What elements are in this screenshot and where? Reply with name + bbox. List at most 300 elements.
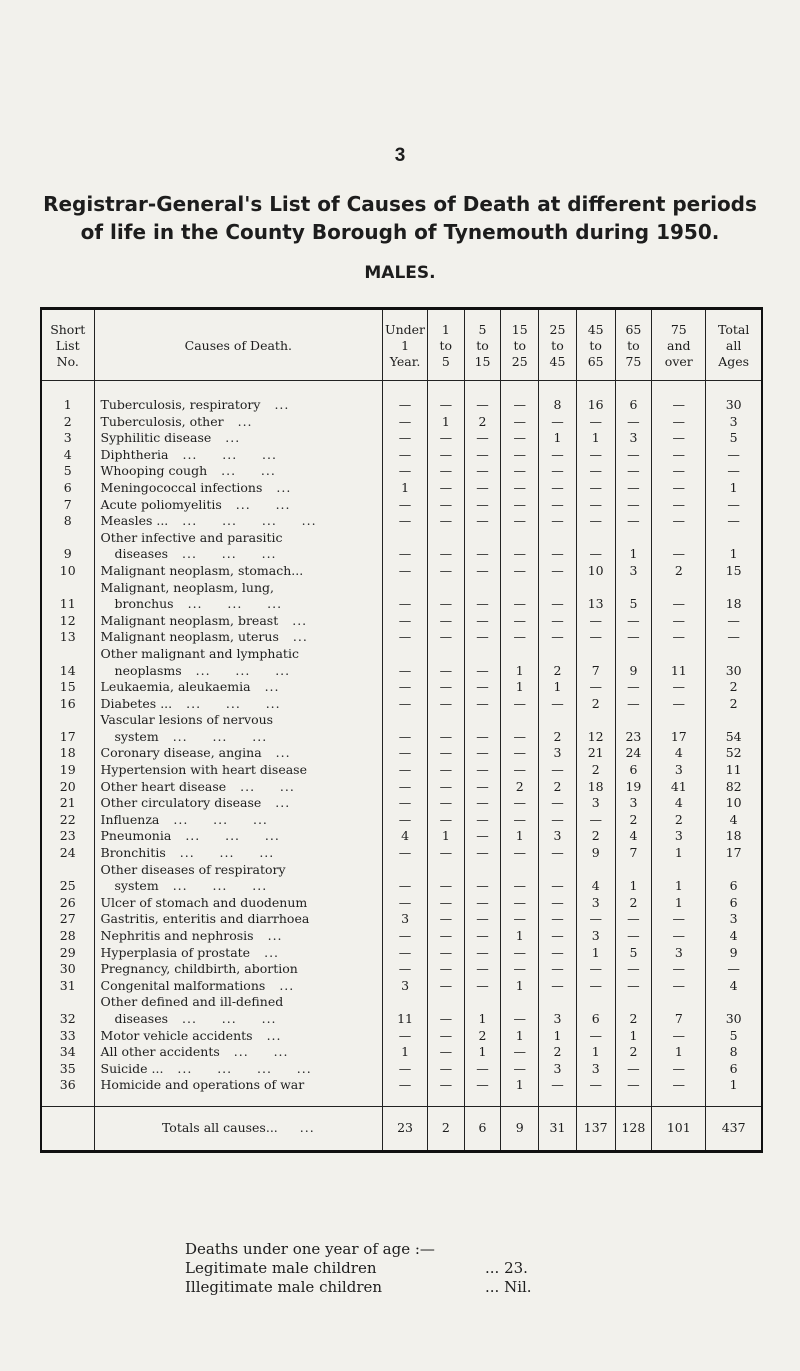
count-cell: — <box>427 679 464 696</box>
short-list-no-text: 27 <box>59 911 76 927</box>
table-row <box>41 414 762 431</box>
short-list-no <box>41 497 94 514</box>
cause-of-death <box>94 712 383 745</box>
count-cell: — <box>576 911 615 928</box>
count-cell: — <box>501 762 539 779</box>
count-cell: 21 <box>576 745 615 762</box>
count-cell: — <box>383 513 428 530</box>
count-cell: — <box>464 447 501 464</box>
count-cell: — <box>615 497 652 514</box>
count-cell: 2 <box>539 646 577 679</box>
short-list-no <box>41 745 94 762</box>
count-cell: — <box>464 812 501 829</box>
count-cell: 1 <box>576 1044 615 1061</box>
count-cell: — <box>615 480 652 497</box>
subtitle: MALES. <box>364 263 436 283</box>
cause-of-death <box>94 646 383 679</box>
column-header-line: to <box>439 338 453 353</box>
table-row <box>41 895 762 912</box>
count-cell: — <box>383 845 428 862</box>
count-cell: 18 <box>576 779 615 796</box>
count-cell: — <box>539 845 577 862</box>
cause-text: Tuberculosis, other <box>100 413 224 429</box>
count-cell: — <box>464 795 501 812</box>
column-header <box>615 309 652 381</box>
count-cell: — <box>652 679 706 696</box>
count-cell: 2 <box>576 696 615 713</box>
short-list-no-text: 26 <box>59 894 76 910</box>
short-list-no <box>41 447 94 464</box>
count-cell: — <box>501 945 539 962</box>
legitimate-value: ... 23. <box>485 1259 528 1277</box>
cause-text: Malignant, neoplasm, lung, <box>100 579 275 595</box>
short-list-no-text: 9 <box>63 546 72 562</box>
count-cell: — <box>464 1077 501 1106</box>
count-cell: 1 <box>706 530 762 563</box>
count-cell: — <box>652 447 706 464</box>
column-header-line: 75 <box>670 322 687 337</box>
count-cell: 1 <box>501 679 539 696</box>
column-header-line: over <box>664 354 693 369</box>
count-cell: 30 <box>706 994 762 1027</box>
short-list-no <box>41 961 94 978</box>
count-cell: — <box>706 613 762 630</box>
count-cell: — <box>464 430 501 447</box>
totals-label-cell <box>94 1106 383 1151</box>
count-cell: — <box>464 828 501 845</box>
short-list-no <box>41 629 94 646</box>
leader-dots: ... ... ... <box>182 1010 277 1026</box>
count-cell: 18 <box>706 580 762 613</box>
column-header-line: to <box>513 338 527 353</box>
count-cell: — <box>383 1061 428 1078</box>
cause-text: Meningococcal infections <box>100 479 263 495</box>
count-cell: 1 <box>501 646 539 679</box>
count-cell: — <box>427 945 464 962</box>
count-cell: — <box>464 696 501 713</box>
count-cell: — <box>539 563 577 580</box>
cause-text: Gastritis, enteritis and diarrhoea <box>100 911 310 927</box>
table-body <box>41 381 762 1152</box>
short-list-no <box>41 580 94 613</box>
cause-of-death <box>94 530 383 563</box>
count-cell: — <box>615 911 652 928</box>
cause-text: Homicide and operations of war <box>100 1077 305 1093</box>
leader-dots: ... <box>225 430 241 446</box>
count-cell: — <box>576 961 615 978</box>
count-cell: — <box>539 812 577 829</box>
short-list-no <box>41 430 94 447</box>
count-cell: — <box>464 497 501 514</box>
count-cell: — <box>383 563 428 580</box>
leader-dots: ... ... ... <box>182 546 277 562</box>
count-cell: 4 <box>706 928 762 945</box>
count-cell: — <box>539 530 577 563</box>
count-cell: 3 <box>383 978 428 995</box>
infant-deaths-note <box>185 1240 532 1297</box>
total-cell: 23 <box>383 1106 428 1151</box>
column-header-line: 5 <box>478 322 487 337</box>
count-cell: 52 <box>706 745 762 762</box>
count-cell: 16 <box>576 381 615 414</box>
count-cell: 2 <box>576 828 615 845</box>
short-list-no <box>41 563 94 580</box>
column-header <box>94 309 383 381</box>
count-cell: 17 <box>652 712 706 745</box>
cause-of-death <box>94 745 383 762</box>
cause-text: Other diseases of respiratory <box>100 861 286 877</box>
count-cell: — <box>464 845 501 862</box>
count-cell: — <box>615 629 652 646</box>
short-list-no <box>41 463 94 480</box>
count-cell: 54 <box>706 712 762 745</box>
table-row <box>41 828 762 845</box>
count-cell: — <box>464 978 501 995</box>
short-list-no <box>41 696 94 713</box>
short-list-no-text: 36 <box>59 1077 76 1093</box>
count-cell: — <box>427 795 464 812</box>
count-cell: 3 <box>706 414 762 431</box>
short-list-no-text: 33 <box>59 1027 76 1043</box>
total-cell: 128 <box>615 1106 652 1151</box>
column-header <box>464 309 501 381</box>
cause-text: Hypertension with heart disease <box>100 762 307 778</box>
count-cell: 8 <box>706 1044 762 1061</box>
count-cell: — <box>501 895 539 912</box>
column-header <box>41 309 94 381</box>
total-cell: 9 <box>501 1106 539 1151</box>
cause-text: Malignant neoplasm, breast <box>100 612 279 628</box>
short-list-no <box>41 978 94 995</box>
table-row <box>41 430 762 447</box>
count-cell: — <box>539 480 577 497</box>
count-cell: — <box>383 762 428 779</box>
count-cell: — <box>501 430 539 447</box>
count-cell: 1 <box>383 1044 428 1061</box>
header-row <box>41 309 762 381</box>
count-cell: — <box>464 381 501 414</box>
count-cell: — <box>539 762 577 779</box>
count-cell: 2 <box>576 762 615 779</box>
count-cell: — <box>501 613 539 630</box>
count-cell: — <box>427 961 464 978</box>
count-cell: — <box>576 447 615 464</box>
count-cell: — <box>464 779 501 796</box>
column-header <box>706 309 762 381</box>
cause-of-death <box>94 580 383 613</box>
count-cell: — <box>464 613 501 630</box>
count-cell: 6 <box>615 762 652 779</box>
count-cell: 1 <box>383 480 428 497</box>
count-cell: 3 <box>615 795 652 812</box>
short-list-no <box>41 381 94 414</box>
short-list-no <box>41 828 94 845</box>
leader-dots: ... ... ... <box>173 811 268 827</box>
count-cell: 3 <box>539 994 577 1027</box>
count-cell: — <box>539 978 577 995</box>
count-cell: 10 <box>706 795 762 812</box>
leader-dots: ... ... <box>233 1044 289 1060</box>
count-cell: 4 <box>706 978 762 995</box>
count-cell: — <box>706 629 762 646</box>
total-cell: 437 <box>706 1106 762 1151</box>
count-cell: 3 <box>576 795 615 812</box>
count-cell: — <box>464 530 501 563</box>
count-cell: 4 <box>383 828 428 845</box>
count-cell: — <box>383 414 428 431</box>
column-header-line: 25 <box>549 322 566 337</box>
short-list-no-text: 29 <box>59 944 76 960</box>
table-row <box>41 463 762 480</box>
count-cell: — <box>576 480 615 497</box>
cause-text: diseases <box>114 1010 169 1026</box>
count-cell: 3 <box>539 745 577 762</box>
table-row <box>41 679 762 696</box>
count-cell: 1 <box>652 862 706 895</box>
count-cell: 4 <box>615 828 652 845</box>
cause-text: diseases <box>114 546 169 562</box>
count-cell: — <box>427 696 464 713</box>
count-cell: — <box>615 679 652 696</box>
count-cell: — <box>576 613 615 630</box>
cause-text: Syphilitic disease <box>100 430 212 446</box>
count-cell: — <box>427 812 464 829</box>
page-number: 3 <box>394 145 406 166</box>
count-cell: — <box>464 563 501 580</box>
count-cell: — <box>501 497 539 514</box>
table-row <box>41 563 762 580</box>
count-cell: — <box>427 745 464 762</box>
count-cell: — <box>501 795 539 812</box>
count-cell: — <box>539 862 577 895</box>
table-row <box>41 629 762 646</box>
count-cell: — <box>383 696 428 713</box>
count-cell: 5 <box>615 580 652 613</box>
count-cell: — <box>427 646 464 679</box>
count-cell: — <box>427 762 464 779</box>
cause-text: Tuberculosis, respiratory <box>100 397 261 412</box>
cause-of-death <box>94 463 383 480</box>
column-header-line: No. <box>56 354 79 369</box>
short-list-no-text: 30 <box>59 961 76 977</box>
count-cell: — <box>539 463 577 480</box>
cause-of-death <box>94 911 383 928</box>
count-cell: — <box>576 513 615 530</box>
short-list-no-text: 17 <box>59 728 76 744</box>
cause-text: Other defined and ill-defined <box>100 994 284 1010</box>
title-line-1: Registrar-General's List of Causes of Death at different periods <box>43 192 757 216</box>
leader-dots: ... ... ... <box>187 596 283 612</box>
cause-text: Malignant neoplasm, stomach... <box>100 562 304 578</box>
count-cell: — <box>427 613 464 630</box>
table-row <box>41 994 762 1027</box>
count-cell: — <box>615 1061 652 1078</box>
table-row <box>41 447 762 464</box>
count-cell: 1 <box>706 1077 762 1106</box>
count-cell: — <box>501 513 539 530</box>
count-cell: — <box>464 895 501 912</box>
short-list-no <box>41 911 94 928</box>
table-row <box>41 1028 762 1045</box>
count-cell: — <box>615 463 652 480</box>
count-cell: — <box>383 629 428 646</box>
count-cell: — <box>615 414 652 431</box>
cause-of-death <box>94 978 383 995</box>
leader-dots: ... ... ... <box>195 662 291 678</box>
column-header <box>427 309 464 381</box>
cause-text: Whooping cough <box>100 463 208 479</box>
cause-of-death <box>94 828 383 845</box>
count-cell: — <box>383 745 428 762</box>
count-cell: 1 <box>427 414 464 431</box>
cause-of-death <box>94 480 383 497</box>
short-list-no-text: 19 <box>59 762 76 778</box>
table-row <box>41 513 762 530</box>
column-header-line: 65 <box>625 322 642 337</box>
count-cell: — <box>576 414 615 431</box>
count-cell: — <box>464 961 501 978</box>
table-row <box>41 978 762 995</box>
short-list-no-text: 35 <box>59 1060 76 1076</box>
count-cell: — <box>615 613 652 630</box>
count-cell: 6 <box>706 1061 762 1078</box>
totals-blank-cell <box>41 1106 94 1151</box>
count-cell: 41 <box>652 779 706 796</box>
count-cell: — <box>539 513 577 530</box>
leader-dots: ... <box>292 612 308 628</box>
total-cell: 2 <box>427 1106 464 1151</box>
short-list-no-text: 20 <box>59 778 76 794</box>
short-list-no-text: 3 <box>63 430 72 446</box>
column-header-line: to <box>551 338 564 353</box>
column-header-line: Year. <box>389 354 421 369</box>
count-cell: — <box>427 447 464 464</box>
table-row <box>41 1044 762 1061</box>
count-cell: — <box>501 1044 539 1061</box>
leader-dots: ... ... ... <box>172 878 268 894</box>
count-cell: — <box>427 911 464 928</box>
count-cell: — <box>652 530 706 563</box>
count-cell: — <box>427 1061 464 1078</box>
total-cell: 137 <box>576 1106 615 1151</box>
count-cell: — <box>383 580 428 613</box>
table-row <box>41 862 762 895</box>
legitimate-row <box>185 1259 532 1278</box>
count-cell: — <box>501 381 539 414</box>
count-cell: 1 <box>576 945 615 962</box>
count-cell: 7 <box>615 845 652 862</box>
count-cell: — <box>615 696 652 713</box>
count-cell: — <box>383 895 428 912</box>
table-row <box>41 712 762 745</box>
count-cell: — <box>501 845 539 862</box>
count-cell: 6 <box>706 862 762 895</box>
count-cell: 1 <box>501 1077 539 1106</box>
count-cell: — <box>576 629 615 646</box>
count-cell: — <box>576 530 615 563</box>
short-list-no-text: 15 <box>59 679 76 695</box>
short-list-no-text: 23 <box>59 828 76 844</box>
count-cell: — <box>501 629 539 646</box>
count-cell: 2 <box>706 696 762 713</box>
short-list-no-text: 8 <box>63 513 72 529</box>
cause-of-death <box>94 1044 383 1061</box>
short-list-no <box>41 414 94 431</box>
count-cell: — <box>427 845 464 862</box>
count-cell: 8 <box>539 381 577 414</box>
count-cell: — <box>501 812 539 829</box>
count-cell: 11 <box>652 646 706 679</box>
table-row <box>41 381 762 414</box>
count-cell: — <box>652 430 706 447</box>
column-header-line: List <box>55 338 80 353</box>
count-cell: 4 <box>652 745 706 762</box>
count-cell: 1 <box>652 895 706 912</box>
count-cell: — <box>501 696 539 713</box>
count-cell: — <box>464 513 501 530</box>
leader-dots: ... <box>267 928 283 943</box>
table-row <box>41 646 762 679</box>
causes-of-death-table <box>40 307 763 1153</box>
count-cell: 30 <box>706 646 762 679</box>
cause-of-death <box>94 613 383 630</box>
cause-of-death <box>94 994 383 1027</box>
count-cell: 1 <box>539 679 577 696</box>
short-list-no-text: 10 <box>59 562 76 578</box>
table-row <box>41 745 762 762</box>
count-cell: 2 <box>615 1044 652 1061</box>
count-cell: — <box>427 497 464 514</box>
table-row <box>41 497 762 514</box>
count-cell: — <box>652 497 706 514</box>
column-header-line: Short <box>50 322 86 337</box>
count-cell: — <box>427 779 464 796</box>
short-list-no <box>41 1077 94 1106</box>
column-header-line: to <box>476 338 489 353</box>
legitimate-label: Legitimate male children <box>185 1259 377 1277</box>
table-row <box>41 928 762 945</box>
count-cell: — <box>427 862 464 895</box>
count-cell: 18 <box>706 828 762 845</box>
cause-of-death <box>94 812 383 829</box>
short-list-no-text: 22 <box>59 811 76 827</box>
count-cell: — <box>464 463 501 480</box>
count-cell: 3 <box>576 928 615 945</box>
cause-of-death <box>94 1061 383 1078</box>
count-cell: 30 <box>706 381 762 414</box>
count-cell: — <box>652 463 706 480</box>
cause-of-death <box>94 795 383 812</box>
count-cell: 2 <box>539 1044 577 1061</box>
cause-of-death <box>94 430 383 447</box>
count-cell: — <box>383 945 428 962</box>
count-cell: — <box>576 497 615 514</box>
count-cell: — <box>539 580 577 613</box>
short-list-no-text: 13 <box>59 629 76 645</box>
count-cell: 2 <box>652 563 706 580</box>
count-cell: 9 <box>576 845 615 862</box>
causes-of-death-table-wrap <box>40 307 763 1153</box>
count-cell: — <box>383 712 428 745</box>
count-cell: — <box>539 795 577 812</box>
short-list-no <box>41 513 94 530</box>
table-row <box>41 696 762 713</box>
count-cell: — <box>464 862 501 895</box>
count-cell: — <box>501 745 539 762</box>
count-cell: 5 <box>706 1028 762 1045</box>
count-cell: 82 <box>706 779 762 796</box>
leader-dots: ... ... ... ... <box>177 1060 312 1076</box>
